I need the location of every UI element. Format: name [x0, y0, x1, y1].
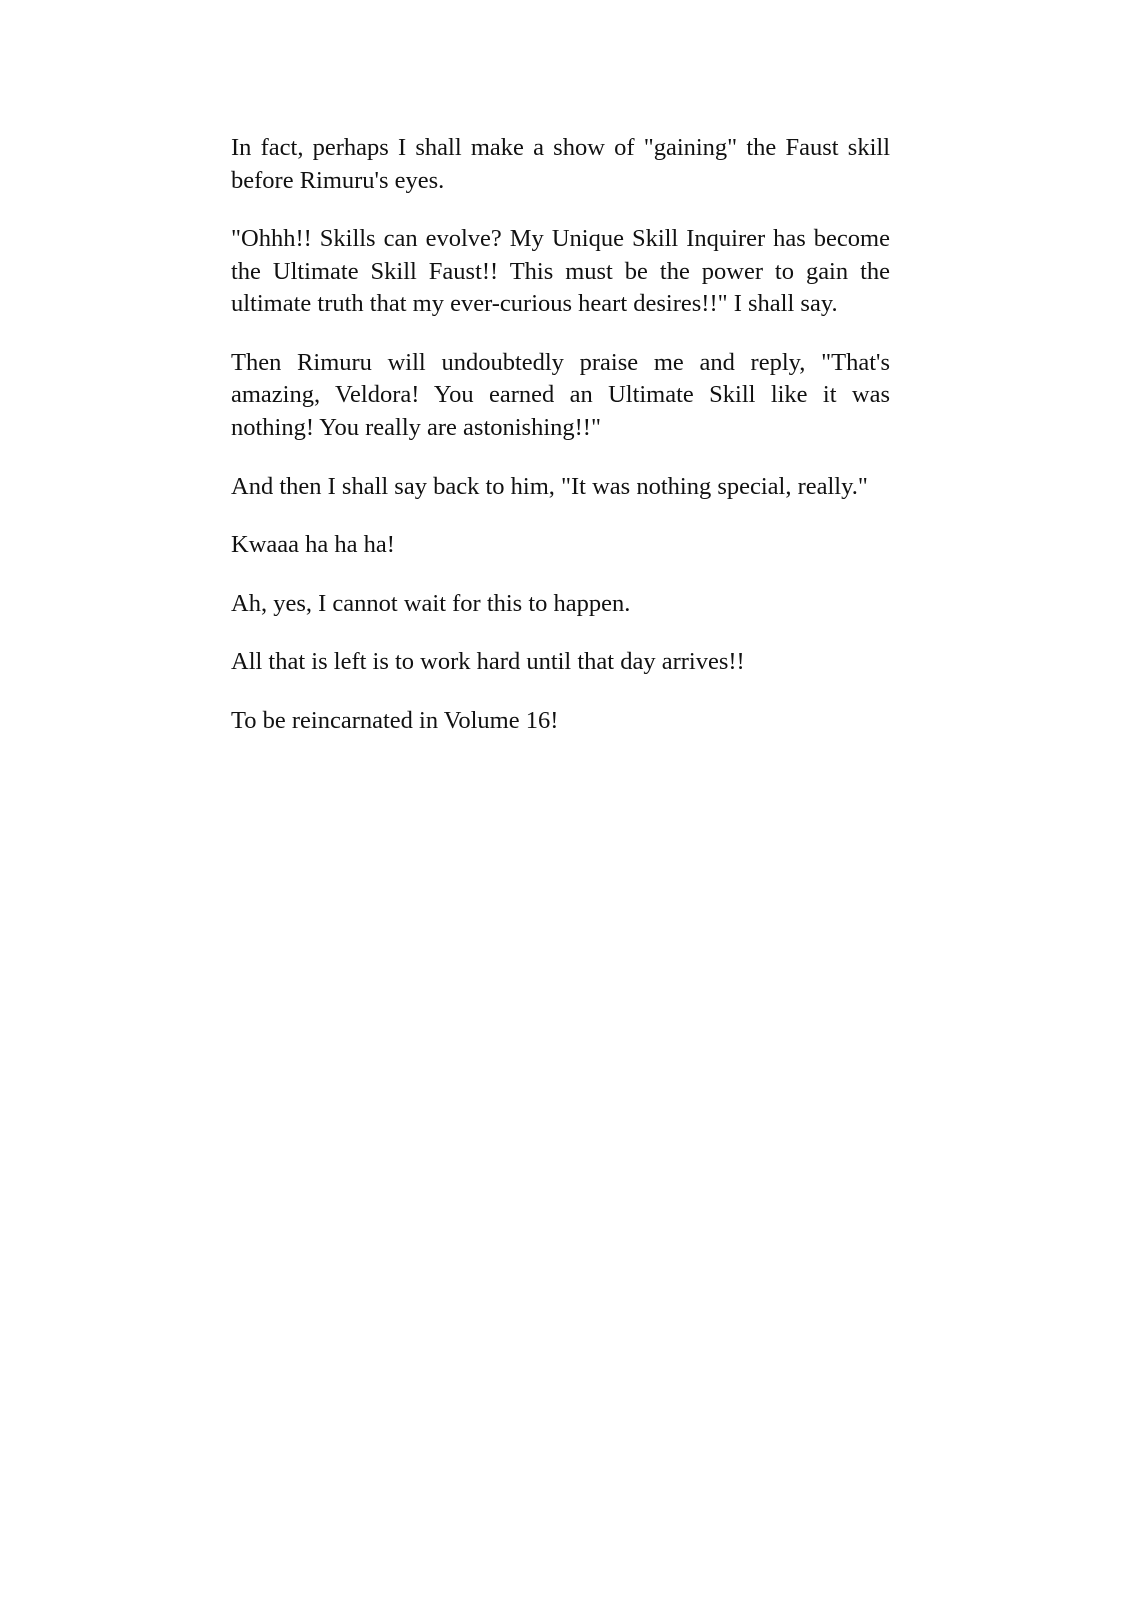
paragraph: "Ohhh!! Skills can evolve? My Unique Skill Inquirer has become the Ultimate Skill Faust!! This must be the power to gain the ultimate truth that my ever-curious heart desires!!" I shall say. — [231, 225, 890, 318]
paragraph: Kwaaa ha ha ha! — [231, 531, 395, 559]
body-text-column — [231, 132, 890, 738]
paragraph: In fact, perhaps I shall make a show of "gaining" the Faust skill before Rimuru's eyes. — [231, 134, 890, 194]
paragraph: And then I shall say back to him, "It was nothing special, really." — [231, 472, 868, 500]
paragraph: To be reincarnated in Volume 16! — [231, 706, 559, 734]
paragraph: All that is left is to work hard until that day arrives!! — [231, 648, 745, 676]
paragraph: Then Rimuru will undoubtedly praise me and reply, "That's amazing, Veldora! You earned an Ultimate Skill like it was nothing! You really are astonishing!!" — [231, 348, 890, 442]
paragraph: Ah, yes, I cannot wait for this to happen. — [231, 589, 631, 617]
